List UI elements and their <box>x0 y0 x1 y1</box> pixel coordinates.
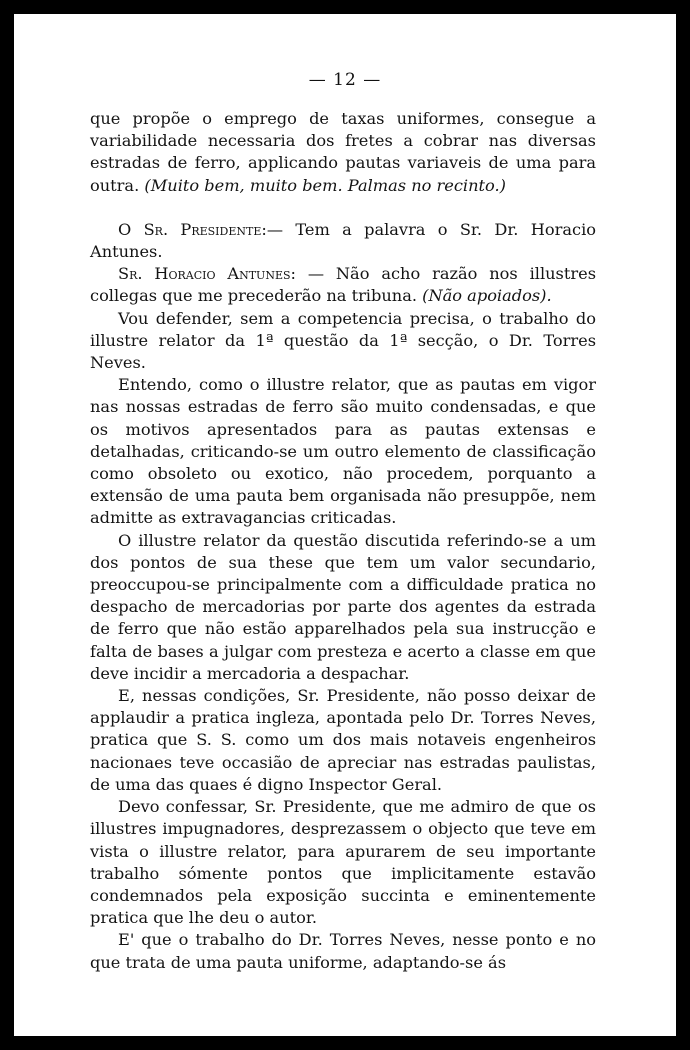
page-number: — 12 — <box>308 70 382 90</box>
paragraph: Vou defender, sem a competencia precisa, o trabalho do illustre relator da 1ª questão da 1ª secção, o Dr. Torres Neves. <box>90 308 596 373</box>
parenthetical-remark: (Não apoiados). <box>422 286 552 306</box>
paragraph: O illustre relator da questão discutida referindo-se a um dos pontos de sua these que tem um valor secundario, preoccupou-se principalmente com a difficuldade pratica no despacho de mercadorias por parte dos agentes da estrada de ferro que não estão apparelhados pela sua instrucção e falta de bases a julgar com presteza e acerto a classe em que deve incidir a mercadoria a despachar. <box>90 530 596 683</box>
speaker-name: Sr. Horacio Antunes: <box>118 264 296 284</box>
paragraph: O Sr. Presidente:— Tem a palavra o Sr. Dr. Horacio Antunes. <box>90 219 596 262</box>
paragraph: E' que o trabalho do Dr. Torres Neves, nesse ponto e no que trata de uma pauta uniforme, adaptando-se ás <box>90 930 596 972</box>
paragraph: Entendo, como o illustre relator, que as pautas em vigor nas nossas estradas de ferro são muito condensadas, e que os motivos apresentados para as pautas extensas e detalhadas, criticando-se um outro elemento de classificação como obsoleto ou exotico, não procedem, porquanto a extensão de uma pauta bem organisada não presuppõe, nem admitte as extravagancias criticadas. <box>90 375 596 528</box>
paragraph: Sr. Horacio Antunes: — Não acho razão nos illustres collegas que me precederão na tribuna. (Não apoiados). <box>90 264 596 306</box>
page-body <box>90 108 596 974</box>
speaker-name: O Sr. Presidente: <box>118 219 267 239</box>
paragraph: Devo confessar, Sr. Presidente, que me admiro de que os illustres impugnadores, desprezassem o objecto que teve em vista o illustre relator, para apurarem de seu importante trabalho sómente pontos que implicitamente estavão condemnados pela exposição succinta e eminentemente pratica que lhe deu o autor. <box>90 797 596 928</box>
paragraph: que propõe o emprego de taxas uniformes, consegue a variabilidade necessaria dos fretes a cobrar nas diversas estradas de ferro, applicando pautas variaveis de uma para outra. (Muito bem, muito bem. Palmas no recinto.) <box>90 109 596 195</box>
book-page <box>14 14 676 1036</box>
parenthetical-remark: (Muito bem, muito bem. Palmas no recinto.) <box>144 175 506 195</box>
paragraph: E, nessas condições, Sr. Presidente, não posso deixar de applaudir a pratica ingleza, apontada pelo Dr. Torres Neves, pratica que S. S. como um dos mais notaveis engenheiros nacionaes teve occasião de apreciar nas estradas paulistas, de uma das quaes é digno Inspector Geral. <box>90 686 596 794</box>
